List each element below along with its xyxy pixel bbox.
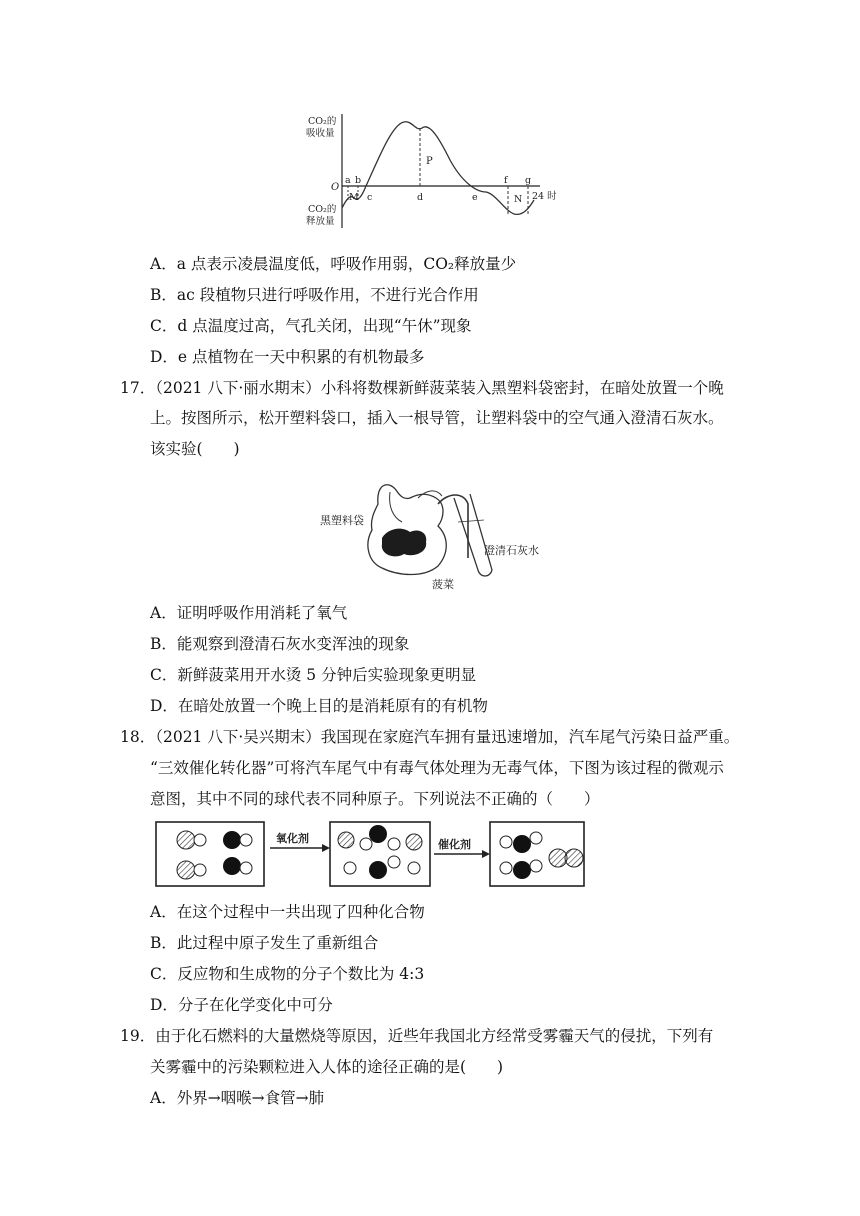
region-n-label: N: [514, 194, 523, 205]
q18-option-d: D．分子在化学变化中可分: [150, 996, 333, 1014]
bag-mouth: [418, 491, 442, 498]
q18-stem-line2: “三效催化转化器”可将汽车尾气中有毒气体处理为无毒气体，下图为该过程的微观示: [150, 759, 724, 777]
q18-stem-line3: 意图，其中不同的球代表不同种原子。下列说法不正确的（ ）: [150, 790, 600, 808]
q18-option-b: B．此过程中原子发生了重新组合: [150, 934, 379, 952]
q16-option-d: D．e 点植物在一天中积累的有机物最多: [150, 348, 425, 366]
ylabel-top-1: CO₂的: [308, 116, 337, 127]
arrow-oxidant-label: 氧化剂: [276, 832, 309, 845]
q19-stem-line1: 19．由于化石燃料的大量燃烧等原因，近些年我国北方经常受雾霾天气的侵扰，下列有: [120, 1027, 714, 1045]
q17-stem-line2: 上。按图所示，松开塑料袋口，插入一根导管，让塑料袋中的空气通入澄清石灰水。: [150, 409, 724, 427]
q16-option-a: A．a 点表示凌晨温度低，呼吸作用弱，CO₂释放量少: [150, 255, 517, 273]
plastic-bag: [368, 485, 446, 575]
co2-curve-figure: [300, 110, 570, 232]
q18-option-c: C．反应物和生成物的分子个数比为 4:3: [150, 965, 425, 983]
arrow-catalyst-label: 催化剂: [438, 838, 471, 851]
q19-option-a: A．外界→咽喉→食管→肺: [150, 1089, 325, 1107]
q18-stem-line1: 18．（2021 八下·吴兴期末）我国现在家庭汽车拥有量迅速增加，汽车尾气污染日益严重。: [120, 728, 740, 746]
reactant-molecules: [177, 831, 252, 879]
label-lime-water: 澄清石灰水: [484, 544, 539, 557]
q17-stem-line1: 17．（2021 八下·丽水期末）小科将数棵新鲜菠菜装入黑塑料袋密封，在暗处放置一个晚: [120, 379, 724, 397]
ylabel-bot-1: CO₂的: [308, 204, 337, 215]
label-spinach: 菠菜: [432, 578, 454, 591]
q18-option-a: A．在这个过程中一共出现了四种化合物: [150, 903, 425, 921]
spinach-blob: [382, 529, 426, 557]
product-molecules: [500, 832, 583, 879]
molecule-reaction-figure: [150, 818, 590, 892]
region-p-label: P: [426, 156, 433, 167]
q17-option-d: D．在暗处放置一个晚上目的是消耗原有的有机物: [150, 697, 488, 715]
q19-stem-line2: 关雾霾中的污染颗粒进入人体的途径正确的是( ): [150, 1058, 504, 1076]
ylabel-top-2: 吸收量: [306, 128, 335, 139]
hours-label: 24 时: [532, 191, 557, 202]
q16-option-c: C．d 点温度过高，气孔关闭，出现“午休”现象: [150, 317, 472, 335]
spinach-bag-figure: [318, 474, 588, 592]
point-e-label: e: [472, 192, 478, 203]
origin-label: O: [331, 182, 340, 193]
point-a-label: a: [345, 175, 351, 186]
q17-stem-line3: 该实验( ): [150, 440, 240, 458]
intermediate-molecules: [338, 825, 422, 879]
test-tube: [454, 494, 492, 576]
reactant-box: [156, 822, 264, 886]
region-m-label: M: [349, 192, 359, 203]
ylabel-bot-2: 释放量: [306, 216, 335, 227]
point-g-label: g: [525, 175, 532, 186]
label-black-bag: 黑塑料袋: [320, 514, 364, 527]
q17-option-a: A．证明呼吸作用消耗了氧气: [150, 604, 348, 622]
q17-option-c: C．新鲜菠菜用开水烫 5 分钟后实验现象更明显: [150, 666, 477, 684]
point-f-label: f: [504, 175, 508, 186]
point-d-label: d: [417, 192, 424, 203]
q17-option-b: B．能观察到澄清石灰水变浑浊的现象: [150, 635, 410, 653]
hand-outline: [390, 492, 402, 522]
q16-option-b: B．ac 段植物只进行呼吸作用，不进行光合作用: [150, 286, 479, 304]
point-c-label: c: [367, 192, 373, 203]
point-b-label: b: [355, 175, 362, 186]
